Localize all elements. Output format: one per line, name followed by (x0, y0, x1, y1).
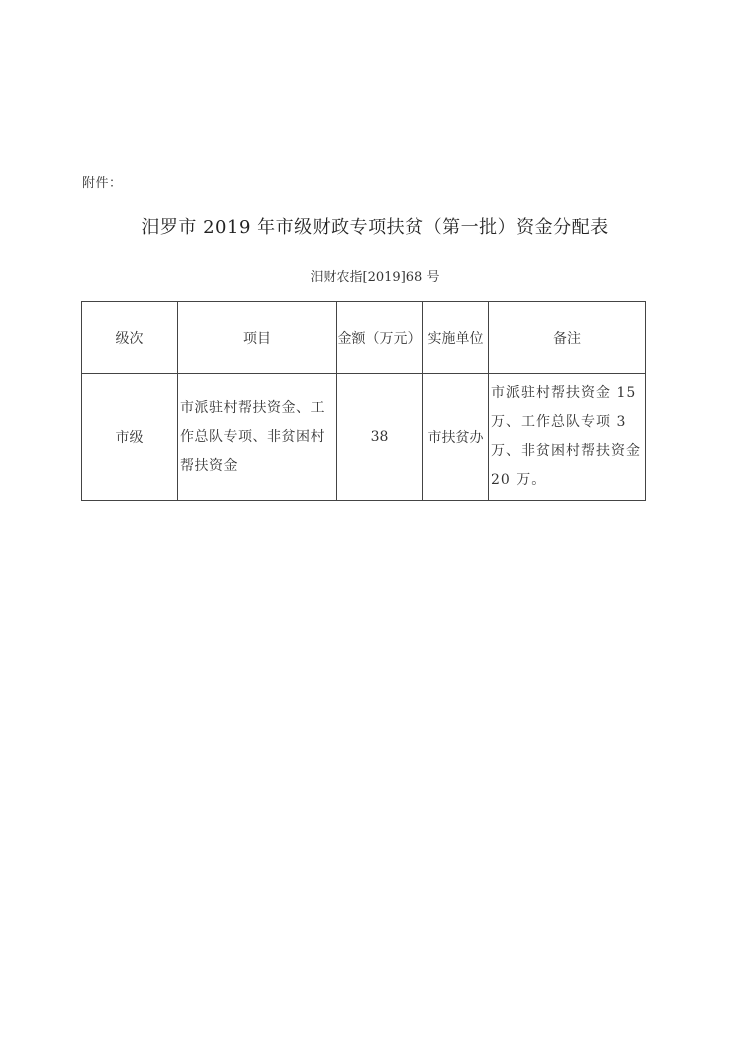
table-header-row (82, 302, 646, 374)
cell-remark: 市派驻村帮扶资金 15 万、工作总队专项 3 万、非贫困村帮扶资金 20 万。 (489, 374, 646, 501)
header-unit: 实施单位 (423, 302, 489, 374)
cell-project: 市派驻村帮扶资金、工作总队专项、非贫困村帮扶资金 (178, 374, 337, 501)
document-title: 汨罗市 2019 年市级财政专项扶贫（第一批）资金分配表 (141, 217, 609, 238)
attachment-label: 附件： (82, 176, 123, 191)
allocation-table (81, 301, 646, 501)
cell-unit: 市扶贫办 (423, 374, 489, 501)
header-remark: 备注 (489, 302, 646, 374)
cell-amount: 38 (337, 374, 423, 501)
document-number: 汨财农指[2019]68 号 (310, 270, 440, 285)
header-level: 级次 (82, 302, 178, 374)
cell-level: 市级 (82, 374, 178, 501)
table-row (82, 374, 646, 501)
header-amount: 金额（万元） (337, 302, 423, 374)
header-project: 项目 (178, 302, 337, 374)
